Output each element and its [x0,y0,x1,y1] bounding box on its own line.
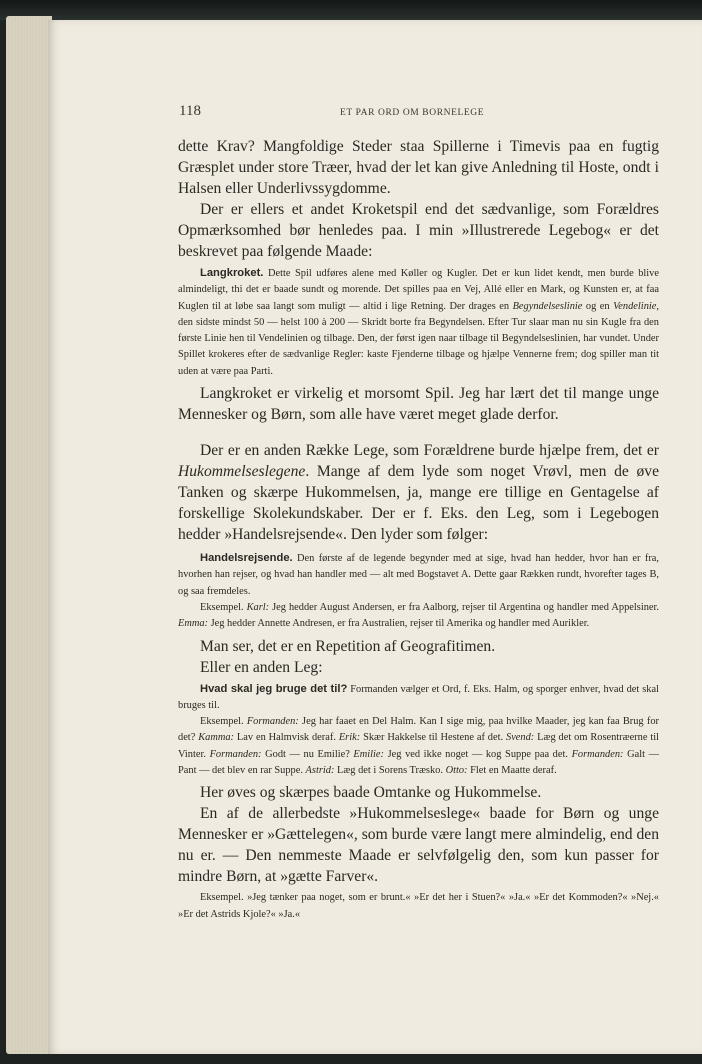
paragraph-7: Her øves og skærpes baade Omtanke og Hukommelse. [200,784,542,802]
paragraph-4-b: . Mange af dem lyde som noget Vrøvl, men de øve Tanken og skærpe Hukommelsen, ja, mange ere tillige en Gentagelse af forskellige Skolekundskaber. Der er f. Eks. den Leg, som i Legebogen hedder »Handelsrejsende«. Den lyder som følger: [178,463,659,544]
langkroket-title: Langkroket. [200,267,264,279]
hvad-skal-jeg-text: Formanden vælger et Ord, f. Eks. Halm, og sporger enhver, hvad det skal bruges til. [178,683,659,711]
example-1-lead: Eksempel. [200,601,247,613]
example-2-speaker: Emilie: [353,748,385,760]
example-2-speaker: Formanden: [246,716,299,728]
example-2-speaker: Formanden: [571,748,624,760]
paragraph-1: dette Krav? Mangfoldige Steder staa Spillerne i Timevis paa en fugtig Græsplet under store Træer, hvad der let kan give Anledning til Hoste, ondt i Halsen eller Underlivssygdomme. [178,138,659,197]
hvad-skal-jeg-title: Hvad skal jeg bruge det til? [200,682,348,695]
example-2-speaker: Kamma: [198,732,235,744]
example-1 [178,600,659,633]
example-2-line: Læg det om Rosentræerne til Vinter. [178,732,660,760]
handelsrejsende-text: Den første af de legende begynder med at sige, hvad han hedder, hvor han er fra, hvorhen han rejser, og hvad han handler med — alt med Bogstavet A. Dette gaar Rækken rundt, hvorefter tages B, og saa fremdeles. [178,553,659,597]
example-1-speaker: Karl: [246,601,270,613]
example-2-line: Godt — nu Emilie? [261,748,354,760]
hvad-skal-jeg-description [178,681,659,715]
paragraph-2: Der er ellers et andet Kroketspil end det sædvanlige, som Forældres Opmærksomhed bør henledes paa. I min »Illustrerede Legebog« er det beskrevet paa følgende Maade: [178,201,659,260]
langkroket-text-b: og en [582,300,614,312]
paragraph-4-a: Der er en anden Række Lege, som Forældrene burde hjælpe frem, det er [200,442,659,460]
page-text [178,136,659,923]
handelsrejsende-title: Handelsrejsende. [200,552,293,565]
example-2-speaker: Erik: [338,732,361,744]
langkroket-description [178,265,659,380]
example-2-lead: Eksempel. [200,716,247,728]
paragraph-4-term: Hukommelseslegene [178,463,306,481]
example-2-line: Skær Hakkelse til Hestene af det. [360,732,506,744]
example-2-line: Jeg ved ikke noget — kog Suppe paa det. [384,748,572,760]
example-2-line: Jeg har faaet en Del Halm. Kan I sige mig, paa hvilke Maader, jeg kan faa Brug for det? [178,716,659,744]
paragraph-4 [178,440,659,545]
example-2-line: Galt — Pant — det blev en rar Suppe. [178,748,660,777]
example-2 [178,714,659,779]
example-2-speaker: Astrid: [305,765,335,777]
example-2-speaker: Otto: [445,765,468,777]
langkroket-term-b: Vendelinie [613,300,657,312]
page-number: 118 [179,103,201,119]
example-1-speaker: Emma: [178,618,209,630]
book-cover-edge [0,0,702,20]
langkroket-term-a: Begyndelseslinie [512,300,583,312]
page-edges [6,16,52,1054]
example-1-line: Jeg hedder August Andersen, er fra Aalborg, rejser til Argentina og handler med Appelsiner. [269,601,660,613]
example-2-line: Lav en Halmvisk deraf. [234,732,339,744]
paragraph-8: En af de allerbedste »Hukommelseslege« baade for Børn og unge Mennesker er »Gættelegen«, som burde være langt mere almindelig, end den nu er. — Den nemmeste Maade er selvfølgelig den, som kun passer for mindre Børn, at »gætte Farver«. [178,805,659,886]
paragraph-5: Man ser, det er en Repetition af Geografitimen. [200,637,496,655]
langkroket-text-a: Dette Spil udføres alene med Køller og Kugler. Det er kun lidet kendt, men burde blive almindeligt, thi det er baade sundt og morende. Det spilles paa en Vej, Allé eller en Mark, og Kunsten er, at faa Kuglen til at løbe saa langt som muligt — altid i lige Retning. Der drages en [178,268,659,312]
running-head: ET PAR ORD OM BORNELEGE [340,108,485,118]
example-2-line: Læg det i Sorens Træsko. [334,765,446,777]
handelsrejsende-description [178,550,659,600]
paragraph-6: Eller en anden Leg: [200,658,323,676]
example-3: Eksempel. »Jeg tænker paa noget, som er brunt.« »Er det her i Stuen?« »Ja.« »Er det Kommoden?« »Nej.« »Er det Astrids Kjole?« »Ja.« [178,892,659,920]
langkroket-text-c: , den sidste mindst 50 — helst 100 à 200 — Skridt borte fra Begyndelsen. Efter Tur slaar man nu sin Kugle fra den første Linie hen til Vendelinien og tilbage. Den, der først igen naar tilbage til Begyndelseslinien, har vundet. Under Spillet krokeres efter de sædvanlige Regler: kaste Fjenderne tilbage og hjælpe Vennerne frem; dog spiller man tit uden at være paa Parti. [178,300,659,377]
example-2-speaker: Svend: [506,732,535,744]
example-2-line: Flet en Maatte deraf. [467,765,557,777]
example-1-line: Jeg hedder Annette Andresen, er fra Australien, rejser til Amerika og handler med Aurikler. [208,618,590,630]
example-2-speaker: Formanden: [209,748,262,760]
paragraph-3: Langkroket er virkelig et morsomt Spil. Jeg har lært det til mange unge Mennesker og Børn, som alle have været meget glade derfor. [178,385,659,424]
